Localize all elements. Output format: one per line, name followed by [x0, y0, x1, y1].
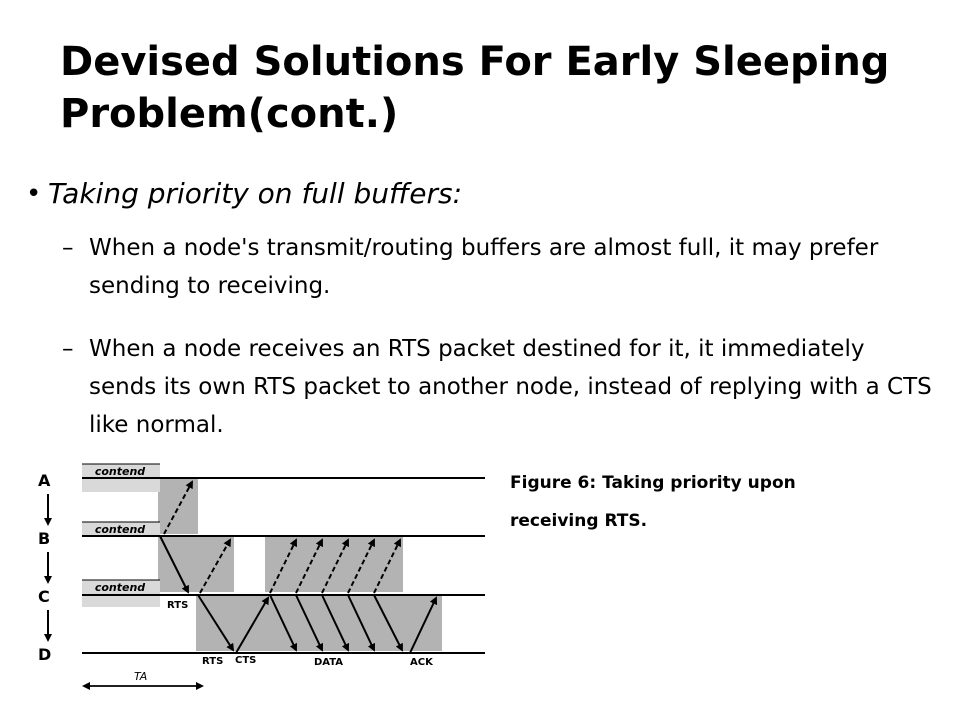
contend-box-a-pad — [82, 478, 160, 492]
bullet-marker: • — [26, 179, 42, 209]
contend-label-b: contend — [94, 523, 146, 536]
node-label-a: A — [38, 471, 51, 490]
timing-diagram — [30, 462, 500, 706]
ta-duration — [84, 670, 202, 686]
node-labels — [38, 471, 51, 664]
contend-label-a: contend — [94, 465, 146, 478]
node-label-d: D — [38, 645, 52, 664]
sub-point-text: When a node receives an RTS packet destined for it, it immediately sends its own RTS packet to another node, instead of replying with a CTS like normal. — [89, 336, 932, 438]
sub-point-text: When a node's transmit/routing buffers are almost full, it may prefer sending to receiving. — [89, 235, 879, 299]
bullet-heading: Taking priority on full buffers: — [48, 177, 462, 210]
dash-marker: – — [62, 235, 74, 261]
cts-label: CTS — [235, 655, 257, 666]
rts-label-c: RTS — [167, 600, 189, 611]
ack-label: ACK — [410, 657, 433, 668]
data-label: DATA — [314, 657, 344, 668]
node-label-c: C — [38, 587, 50, 606]
block-b1 — [158, 536, 234, 592]
contend-label-c: contend — [94, 581, 146, 594]
slide-title: Devised Solutions For Early Sleeping Problem(cont.) — [60, 39, 890, 137]
activity-blocks — [158, 478, 442, 651]
figure-caption: Figure 6: Taking priority upon receiving RTS. — [510, 473, 796, 531]
block-b2 — [265, 536, 403, 592]
dash-marker: – — [62, 336, 74, 362]
ta-label: TA — [134, 670, 148, 683]
rts-label-d: RTS — [202, 656, 224, 667]
block-a — [158, 478, 198, 534]
node-label-b: B — [38, 529, 51, 548]
timing-diagram-svg — [30, 462, 500, 702]
